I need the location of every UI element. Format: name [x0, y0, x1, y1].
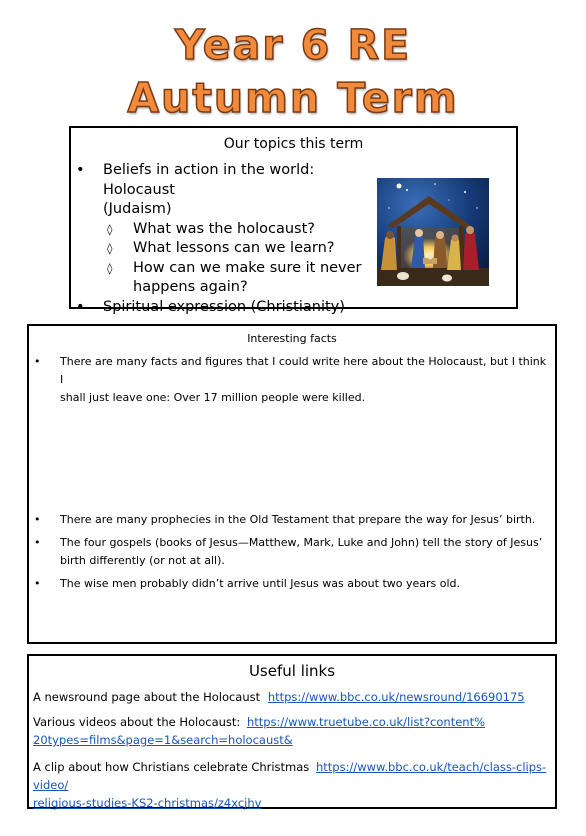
- facts-heading: Interesting facts: [247, 332, 337, 345]
- topic-subitem: [71, 220, 371, 240]
- bullet-icon: •: [34, 577, 41, 590]
- link-item: [33, 758, 553, 812]
- bullet-icon: •: [76, 162, 85, 178]
- diamond-bullet-icon: ◊: [107, 222, 113, 236]
- fact-item: [29, 575, 549, 593]
- topic-subitem: [71, 239, 371, 259]
- subtopic-text: What lessons can we learn?: [133, 240, 335, 256]
- link-label: Various videos about the Holocaust:: [33, 715, 241, 729]
- link-label: A clip about how Christians celebrate Christmas: [33, 760, 310, 774]
- links-heading: Useful links: [248, 662, 336, 680]
- bbc-christmas-clip-link-cont[interactable]: religious-studies-KS2-christmas/z4xcjhv: [33, 796, 262, 810]
- topic-text: Spiritual expression (Christianity): [103, 298, 345, 315]
- fact-text: The wise men probably didn’t arrive until Jesus was about two years old.: [60, 577, 461, 590]
- fact-text: There are many facts and figures that I could write here about the Holocaust, but I think I: [60, 355, 547, 386]
- topics-list: [71, 161, 371, 317]
- subtopic-text-cont: happens again?: [133, 279, 248, 295]
- bullet-icon: •: [76, 298, 85, 315]
- links-box: [27, 654, 557, 809]
- fact-item: [29, 511, 549, 529]
- page-title-line-1: Year 6 RE: [174, 21, 412, 69]
- truetube-videos-link[interactable]: https://www.truetube.co.uk/list?content%: [246, 715, 486, 729]
- link-label: A newsround page about the Holocaust: [33, 690, 261, 704]
- newsround-holocaust-link[interactable]: https://www.bbc.co.uk/newsround/16690175: [267, 690, 525, 704]
- subtopic-text: What was the holocaust?: [133, 220, 315, 237]
- fact-item: [29, 534, 549, 570]
- diamond-bullet-icon: ◊: [107, 261, 113, 275]
- topics-box: [69, 126, 518, 315]
- fact-text-cont: birth differently (or not at all).: [60, 554, 225, 567]
- fact-text-cont: shall just leave one: Over 17 million people were killed.: [60, 391, 366, 404]
- topics-heading: Our topics this term: [223, 136, 364, 152]
- bbc-christmas-clip-link[interactable]: https://www.bbc.co.uk/teach/class-clips-video/: [33, 760, 547, 792]
- topic-text: Beliefs in action in the world: Holocaust: [103, 162, 315, 198]
- fact-item: [29, 353, 549, 407]
- nativity-image: [377, 178, 489, 286]
- bullet-icon: •: [34, 513, 41, 526]
- topic-item: [71, 298, 371, 318]
- topic-item: [71, 161, 371, 220]
- link-item: [33, 688, 553, 706]
- subtopic-text: How can we make sure it never: [133, 259, 362, 276]
- bullet-icon: •: [34, 355, 41, 368]
- fact-text: There are many prophecies in the Old Testament that prepare the way for Jesus’ birth.: [60, 513, 536, 526]
- diamond-bullet-icon: ◊: [107, 242, 113, 255]
- fact-text: The four gospels (books of Jesus—Matthew, Mark, Luke and John) tell the story of Jesus’: [60, 536, 543, 549]
- page-title-line-2: Autumn Term: [127, 74, 459, 122]
- bullet-icon: •: [34, 536, 41, 549]
- topic-text-cont: (Judaism): [103, 201, 172, 217]
- link-item: [33, 713, 553, 749]
- truetube-videos-link-cont[interactable]: 20types=films&page=1&search=holocaust&: [33, 733, 293, 747]
- topic-subitem: [71, 259, 371, 298]
- facts-box: [27, 324, 557, 644]
